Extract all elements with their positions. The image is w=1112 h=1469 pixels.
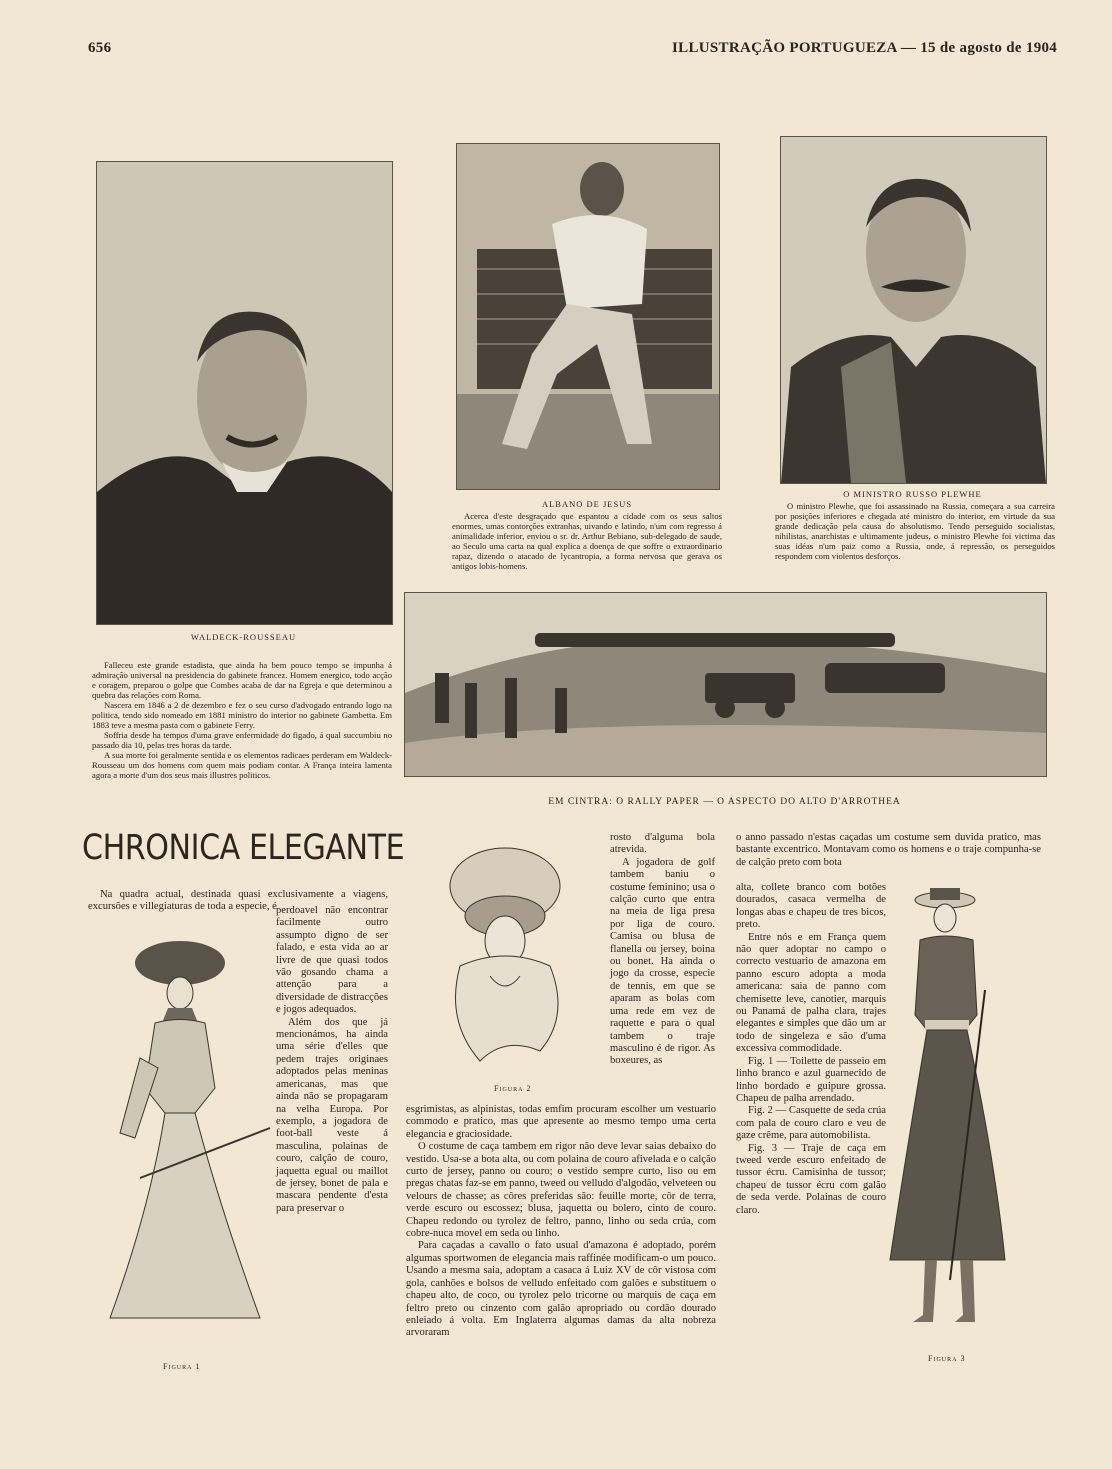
col1-intro: Na quadra actual, destinada quasi exclusivamente a viagens, excursões e villegiaturas de toda a especie, é xyxy=(88,889,388,913)
col1-para-1: perdoavel não encontrar facilmente outro assumpto digno de ser falado, e esta vida ao ar livre de que quasi todos vão gosando chama a attenção para a diversidade de distracções e jogos adequados. xyxy=(276,905,388,1016)
albano-caption: ALBANO DE JESUS xyxy=(541,499,633,509)
col3-fig2-desc: Fig. 2 — Casquette de seda crúa com pala de couro claro e veu de gaze crême, para automobilista. xyxy=(736,1105,886,1142)
page-number: 656 xyxy=(88,40,112,56)
article-col3-left xyxy=(736,882,886,1217)
cintra-rally-photo xyxy=(404,592,1047,777)
figura-2-illustration xyxy=(420,846,590,1071)
figura-2-caption: Figura 2 xyxy=(494,1084,532,1093)
waldeck-rousseau-portrait xyxy=(96,161,393,625)
albano-text xyxy=(452,511,722,571)
col1-para-2: Além dos que já mencionámos, ha ainda uma série d'elles que pedem trajes originaes adoptados pelas meninas americanas, mas que ainda não se propagaram na velha Europa. Por exemplo, a jogadora de foot-ball veste á masculina, polainas de couro, calção de couro, jaquetta egual ou maillot de jersey, bonet de pala e mascara pendente d'esta para preservar o xyxy=(276,1016,388,1214)
col2-para-4: O costume de caça tambem em rigor não deve levar saias debaixo do vestido. Usa-se a bota alta, ou com polaina de couro afivelada e o calção curto de jersey, panno ou couro; o vestido sempre curto, liso ou em pregas chatas faz-se em panno, tweed ou velludo d'algodão, velveteen ou velours de chasse; as côres preferidas são: feuille morte, côr de terra, verde escuro ou escossez; blusa, jaquetta ou bolero, cinto de couro. Chapeu redondo ou tyrolez de feltro, panno, linho ou seda crúa, com cobre-nuca movel em seda ou linho. xyxy=(406,1141,716,1240)
waldeck-text xyxy=(92,660,392,780)
figura-3-caption: Figura 3 xyxy=(928,1354,966,1363)
waldeck-para-2: Nascera em 1846 a 2 de dezembro e fez o seu curso d'advogado entrando logo na politica, tendo sido nomeado em 1881 ministro do interior no gabinete Gambetta. Em 1883 teve a mesma pasta com o gabinete Ferry. xyxy=(92,700,392,730)
plewhe-caption: O MINISTRO RUSSO PLEWHE xyxy=(843,489,982,499)
waldeck-para-3: Soffria desde ha tempos d'uma grave enfermidade do figado, á qual succumbiu no passado dia 10, pelas tres horas da tarde. xyxy=(92,730,392,750)
col2-para-3: esgrimistas, as alpinistas, todas emfim procuram escolher um vestuario commodo e pratico, mas que apresente ao mesmo tempo uma certa elegancia e graciosidade. xyxy=(406,1104,716,1140)
article-col2-bottom xyxy=(406,1104,716,1340)
plewhe-para: O ministro Plewhe, que foi assassinado na Russia, começara a sua carreira por posições inferiores e chegada até ministro do interior, em virtude da sua grande dedicação pela causa do absolutismo. Tendo perseguido socialistas, nihilistas, anarchistas e ultimamente judeus, o ministro Plewhe foi victima das suas idéas n'um paiz como a Russia, onde, á repressão, os perseguidos respondem com violentos desforços. xyxy=(775,501,1055,561)
article-title: CHRONICA ELEGANTE xyxy=(82,828,405,868)
col3-para-1: alta, collete branco com botões dourados, casaca vermelha de longas abas e chapeu de tres bicos, preto. xyxy=(736,882,886,931)
col2-para-1: rosto d'alguma bola atrevida. xyxy=(610,832,715,856)
cintra-caption: EM CINTRA: O RALLY PAPER — O ASPECTO DO ALTO D'ARROTHEA xyxy=(548,797,901,807)
col3-fig1-desc: Fig. 1 — Toilette de passeio em linho branco e azul guarnecido de linho bordado e guipure grossa. Chapeu de palha arrendado. xyxy=(736,1055,886,1104)
figura-1-illustration xyxy=(100,938,275,1348)
waldeck-caption: WALDECK-ROUSSEAU xyxy=(190,632,297,642)
plewhe-portrait xyxy=(780,136,1047,484)
col3-para-2: Entre nós e em França quem não quer adoptar no campo o correcto vestuario de amazona em panno escuro adopta a moda americana: saia de panno com chemisette leve, canotier, marquis ou Panamá de palha clara, trajes elegantes e simples que dão um ar todo de singeleza e são d'uma excessiva commodidade. xyxy=(736,931,886,1055)
article-col1-right xyxy=(276,905,388,1215)
col2-para-2: A jogadora de golf tambem baniu o costume feminino; usa o calção curto que entra na meia de liga presa por liga de couro. Camisa ou blusa de flanella ou jersey, boina ou bonet. Ha ainda o jogo da crosse, especie de tennis, em que se aparam as bolas com uma rede em vez de raquette e para o qual tambem o traje masculino é de rigor. As boxeures, as xyxy=(610,856,715,1067)
waldeck-para-4: A sua morte foi geralmente sentida e os elementos radicaes perderam em Waldeck-Rousseau um dos homens com quem mais podiam contar. A França inteira lamenta agora a morte d'um dos seus mais illustres politicos. xyxy=(92,750,392,780)
col2-para-5: Para caçadas a cavallo o fato usual d'amazona é adoptado, porém algumas sportwomen de elegancia mais raffinée modificam-o um pouco. Usando a mesma saia, adoptam a casaca á Luiz XV de côr vistosa com gola, canhões e bolsos de velludo enfeitado com galões e substituem o chapeu alto, de coco, ou tyrolez pelo tricorne ou marquis de caça em feltro preto ou cinzento com galão apropriado ou cordão dourado enleiado á volta. Em Inglaterra algumas damas da alta nobreza arvoraram xyxy=(406,1240,716,1339)
article-col2-top xyxy=(610,832,715,1068)
article-col3-top xyxy=(736,832,1041,869)
plewhe-text xyxy=(775,501,1055,561)
col3-intro: o anno passado n'estas caçadas um costume sem duvida pratico, mas bastante excentrico. Montavam como os homens e o traje compunha-se de calção preto com bota xyxy=(736,832,1041,868)
publication-header: ILLUSTRAÇÃO PORTUGUEZA — 15 de agosto de 1904 xyxy=(672,40,1058,56)
waldeck-para-1: Falleceu este grande estadista, que ainda ha bem pouco tempo se impunha á admiração universal na presidencia do gabinete francez. Homem energico, todo acção e coragem, preparou o golpe que Combes acaba de dar na Egreja e que determinou a quebra das relações com Roma. xyxy=(92,660,392,700)
figura-1-caption: Figura 1 xyxy=(163,1362,201,1371)
albano-de-jesus-photo xyxy=(456,143,720,490)
figura-3-illustration xyxy=(885,880,1030,1340)
col3-fig3-desc: Fig. 3 — Traje de caça em tweed verde escuro enfeitado de tussor écru. Camisinha de tussor; chapeu de tussor écru com galão de seda verde. Polainas de couro claro. xyxy=(736,1142,886,1216)
albano-para: Acerca d'este desgraçado que espantou a cidade com os seus saltos enormes, umas contorções extranhas, uivando e latindo, n'um com regresso á animalidade inferior, enviou o sr. dr. Arthur Bebiano, sub-delegado de saude, ao Seculo uma carta na qual explica a doença de que soffre o extraordinario rapaz, dizendo o atacado de lycantropia, a forma nervosa que gerava os antigos lobis-homens. xyxy=(452,511,722,571)
